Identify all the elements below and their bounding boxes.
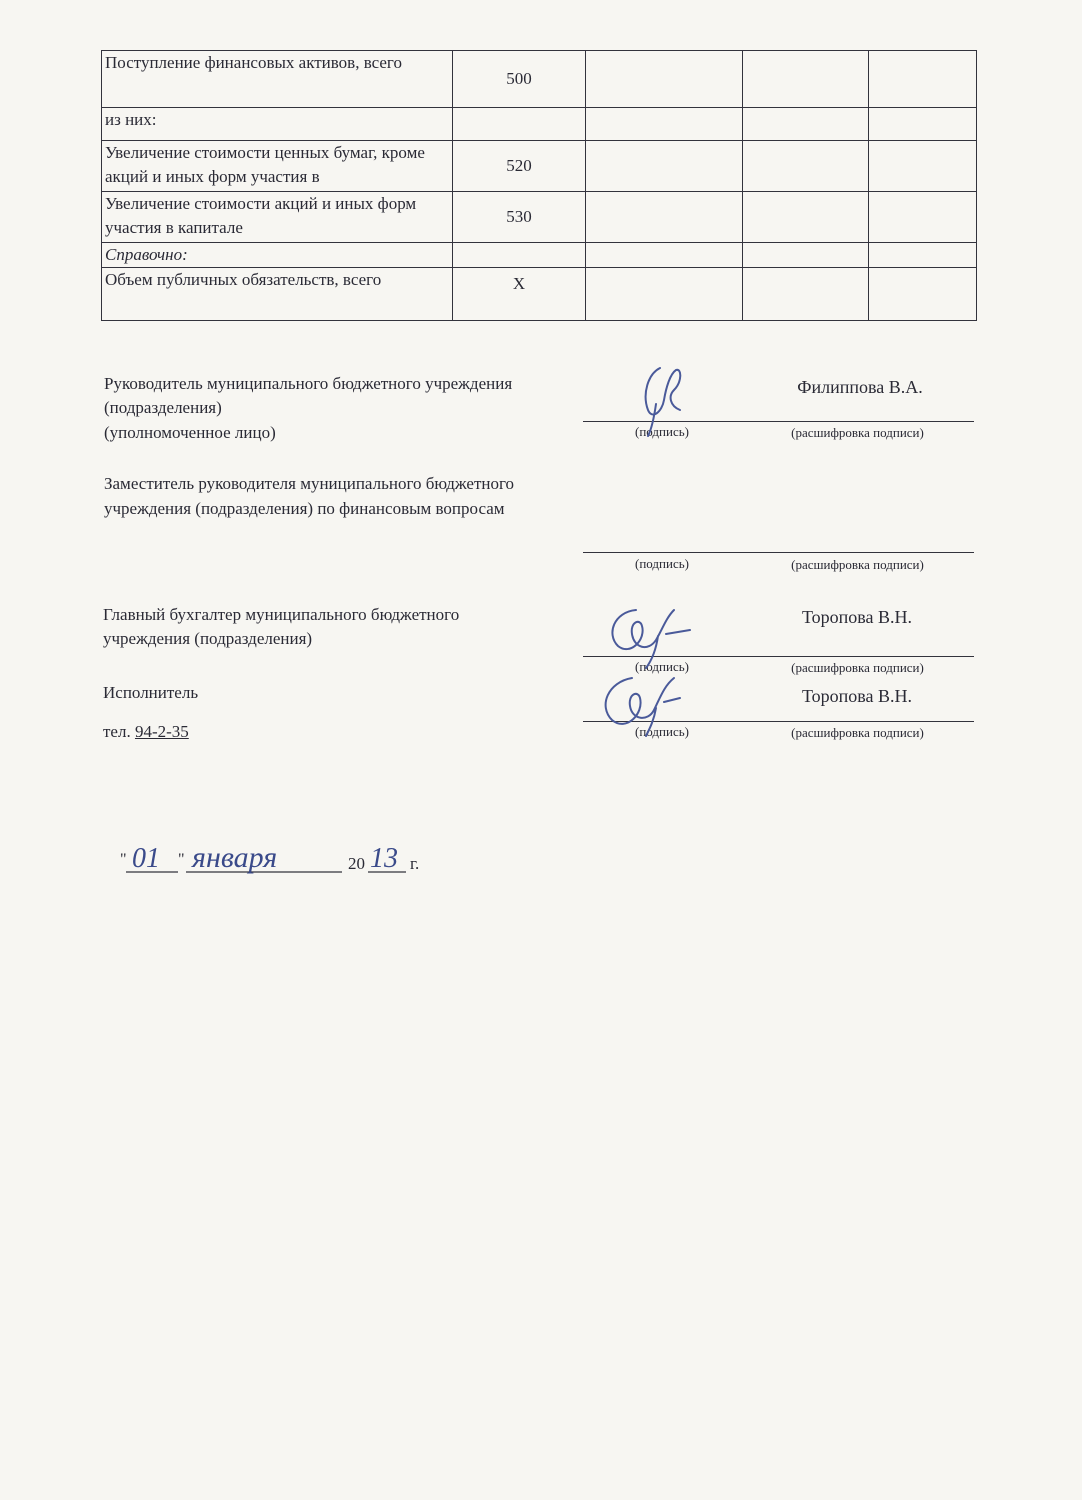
row-label: Поступление финансовых активов, всего (102, 51, 453, 108)
table-cell (586, 51, 743, 108)
executor-signature-mark (594, 670, 694, 740)
table-cell (869, 243, 977, 268)
sign-caption: (подпись) (635, 724, 689, 739)
row-code: 500 (453, 51, 586, 108)
document-date (120, 838, 450, 878)
table-cell (743, 108, 869, 141)
table-row (102, 108, 977, 141)
decode-caption: (расшифровка подписи) (791, 725, 924, 740)
table-cell (869, 192, 977, 243)
date-close-quote: " (178, 851, 185, 868)
sign-caption: (подпись) (635, 659, 689, 674)
sign-caption: (подпись) (635, 424, 689, 439)
phone-number: 94-2-35 (134, 722, 189, 741)
row-label: из них: (102, 108, 453, 141)
table-cell (743, 243, 869, 268)
date-year-prefix: 20 (348, 854, 365, 873)
table-cell (869, 51, 977, 108)
chief-accountant-signature-mark (596, 600, 696, 670)
table-row (102, 141, 977, 192)
table-cell (586, 108, 743, 141)
row-code (453, 243, 586, 268)
row-code: X (453, 268, 586, 321)
date-handwriting (120, 838, 450, 878)
executor-title: Исполнитель (103, 683, 199, 702)
date-suffix: г. (410, 854, 420, 873)
head-signature-mark (630, 360, 700, 440)
deputy-title-line2: учреждения (подразделения) по финансовым вопросам (104, 499, 505, 518)
head-name: Филиппова В.А. (797, 377, 923, 397)
table-row (102, 192, 977, 243)
row-label: Справочно: (102, 243, 453, 268)
decode-caption: (расшифровка подписи) (791, 660, 924, 675)
row-label: Увеличение стоимости акций и иных форм участия в капитале (102, 192, 453, 243)
row-code (453, 108, 586, 141)
signature-line (583, 552, 974, 553)
executor-phone-row (103, 720, 189, 744)
date-open-quote: " (120, 851, 127, 868)
table-cell (869, 141, 977, 192)
chief-accountant-name: Торопова В.Н. (801, 607, 913, 627)
table-cell (869, 268, 977, 321)
table-cell (743, 141, 869, 192)
table-cell (743, 268, 869, 321)
financial-assets-table (101, 50, 977, 321)
deputy-title-line1: Заместитель руководителя муниципального бюджетного (104, 474, 515, 493)
chief-accountant-title-line2: учреждения (подразделения) (103, 629, 313, 648)
table-row (102, 243, 977, 268)
table-cell (586, 192, 743, 243)
table-cell (743, 51, 869, 108)
date-day: 01 (132, 843, 160, 874)
chief-accountant-title-line1: Главный бухгалтер муниципального бюджетного (103, 605, 460, 624)
table-cell (586, 141, 743, 192)
decode-caption: (расшифровка подписи) (791, 557, 924, 572)
date-month: января (192, 841, 278, 874)
table-row (102, 268, 977, 321)
row-code: 530 (453, 192, 586, 243)
table-cell (869, 108, 977, 141)
table-cell (743, 192, 869, 243)
table-cell (586, 268, 743, 321)
date-year-suffix: 13 (370, 843, 398, 874)
row-code: 520 (453, 141, 586, 192)
head-title-line3: (уполномоченное лицо) (104, 423, 276, 442)
table-row (102, 51, 977, 108)
executor-name: Торопова В.Н. (801, 686, 913, 706)
decode-caption: (расшифровка подписи) (791, 425, 924, 440)
row-label: Увеличение стоимости ценных бумаг, кроме акций и иных форм участия в (102, 141, 453, 192)
row-label: Объем публичных обязательств, всего (102, 268, 453, 321)
table-cell (586, 243, 743, 268)
phone-label: тел. (103, 722, 131, 741)
head-title-line2: (подразделения) (104, 398, 222, 417)
sign-caption: (подпись) (635, 556, 689, 571)
head-title-line1: Руководитель муниципального бюджетного учреждения (104, 374, 513, 393)
